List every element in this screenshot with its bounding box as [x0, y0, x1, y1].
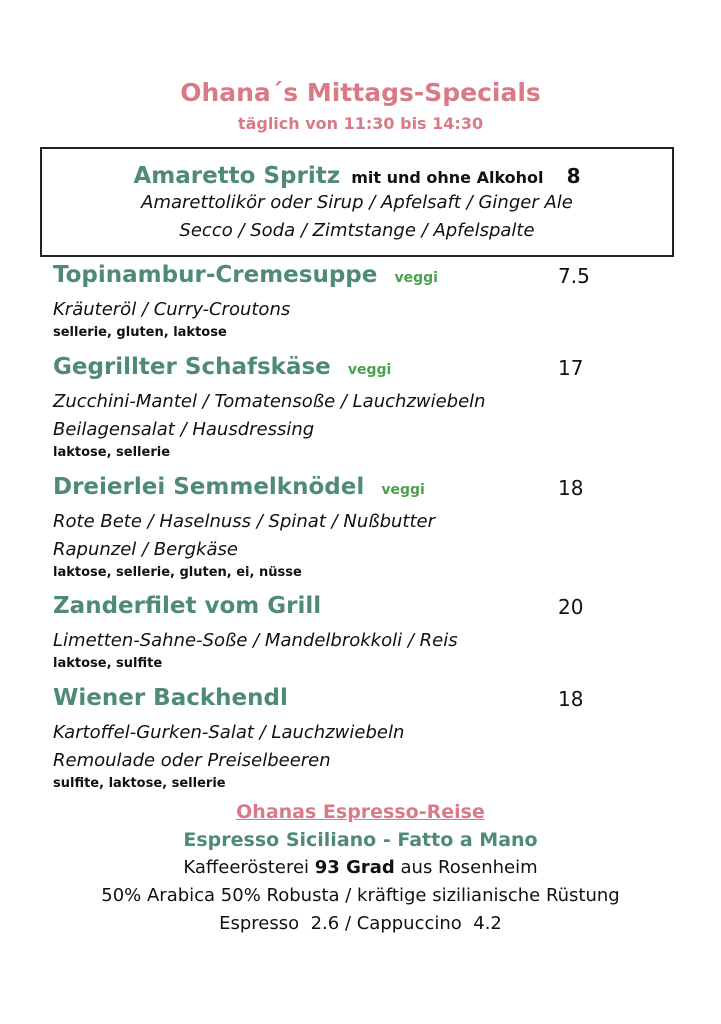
dish-description: Rote Bete / Haselnuss / Spinat / Nußbutter	[53, 511, 436, 532]
espresso-subtitle: Espresso Siciliano - Fatto a Mano	[183, 829, 538, 851]
espresso-prices: Espresso 2.6 / Cappuccino 4.2	[219, 913, 502, 934]
dish-name: Zanderfilet vom Grill	[53, 593, 322, 619]
dish-price: 18	[558, 687, 584, 711]
dish-description: Rapunzel / Bergkäse	[53, 539, 238, 560]
dish-header	[53, 685, 633, 719]
dish-allergens: laktose, sellerie	[53, 445, 171, 460]
dish-item	[53, 474, 633, 582]
espresso-section	[0, 798, 721, 938]
veggi-tag: veggi	[347, 362, 392, 378]
espresso-blend: 50% Arabica 50% Robusta / kräftige sizilianische Rüstung	[101, 885, 620, 906]
spritz-header	[42, 163, 672, 189]
espresso-roaster	[0, 854, 721, 882]
dish-description: Limetten-Sahne-Soße / Mandelbrokkoli / Reis	[53, 630, 458, 651]
spritz-box	[40, 147, 674, 257]
dish-allergens: laktose, sellerie, gluten, ei, nüsse	[53, 565, 302, 580]
dish-header	[53, 354, 633, 388]
dish-description: Beilagensalat / Hausdressing	[53, 419, 315, 440]
dish-price: 17	[558, 356, 584, 380]
dish-item	[53, 685, 633, 793]
menu-hours: täglich von 11:30 bis 14:30	[237, 114, 484, 133]
dish-description: Kräuteröl / Curry-Croutons	[53, 299, 291, 320]
dish-header	[53, 593, 633, 627]
dish-price: 20	[558, 595, 584, 619]
dish-name: Topinambur-Cremesuppe	[53, 262, 378, 288]
dish-allergens: sellerie, gluten, laktose	[53, 325, 227, 340]
dish-name: Wiener Backhendl	[53, 685, 288, 711]
dish-item	[53, 354, 633, 462]
dish-name: Gegrillter Schafskäse	[53, 354, 331, 380]
dish-allergens: laktose, sulfite	[53, 656, 163, 671]
dish-name: Dreierlei Semmelknödel	[53, 474, 365, 500]
espresso-title: Ohanas Espresso-Reise	[236, 801, 485, 823]
roaster-prefix: Kaffeerösterei	[183, 857, 310, 878]
dish-description: Remoulade oder Preiselbeeren	[53, 750, 331, 771]
veggi-tag: veggi	[381, 482, 425, 498]
veggi-tag: veggi	[394, 270, 438, 286]
dish-item	[53, 262, 633, 342]
dish-price: 7.5	[558, 264, 590, 288]
spritz-note: mit und ohne Alkohol	[351, 168, 544, 187]
dish-header	[53, 474, 633, 508]
roaster-suffix: aus Rosenheim	[400, 857, 538, 878]
spritz-price: 8	[566, 164, 581, 188]
menu-title: Ohana´s Mittags-Specials	[180, 78, 541, 107]
dish-description: Kartoffel-Gurken-Salat / Lauchzwiebeln	[53, 722, 405, 743]
spritz-line: Secco / Soda / Zimtstange / Apfelspalte	[179, 220, 535, 241]
dish-item	[53, 593, 633, 673]
spritz-line: Amarettolikör oder Sirup / Apfelsaft / Ginger Ale	[141, 192, 573, 213]
dish-price: 18	[558, 476, 584, 500]
spritz-name: Amaretto Spritz	[133, 163, 341, 189]
roaster-name: 93 Grad	[314, 857, 395, 878]
dish-description: Zucchini-Mantel / Tomatensoße / Lauchzwiebeln	[53, 391, 486, 412]
dish-header	[53, 262, 633, 296]
dish-allergens: sulfite, laktose, sellerie	[53, 776, 226, 791]
